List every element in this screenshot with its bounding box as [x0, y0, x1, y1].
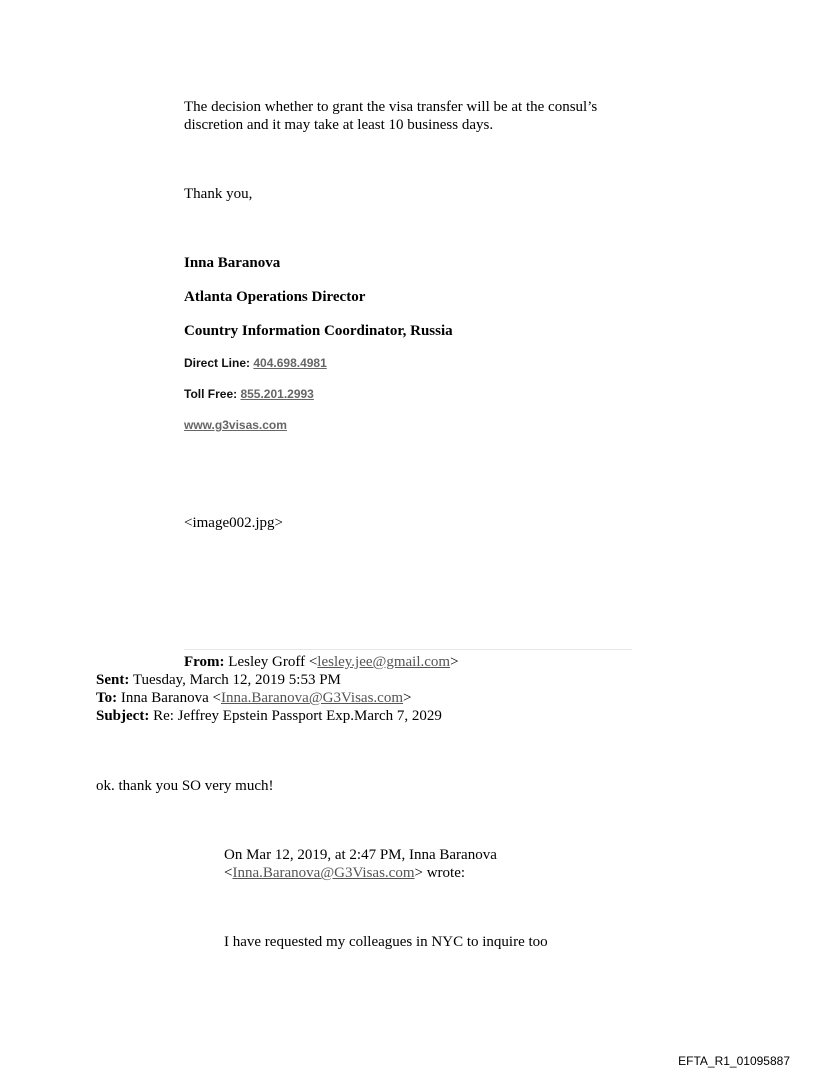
from-close: >	[450, 654, 459, 670]
from-label: From:	[184, 654, 225, 670]
signature-name: Inna Baranova	[184, 255, 281, 271]
footer-document-id: EFTA_R1_01095887	[678, 1054, 790, 1068]
website-link[interactable]: www.g3visas.com	[184, 418, 287, 432]
sent-label: Sent:	[96, 672, 130, 688]
direct-line-label: Direct Line:	[184, 356, 254, 370]
closing: Thank you,	[184, 186, 253, 202]
sent-line	[96, 671, 341, 689]
attribution-close: > wrote:	[414, 865, 466, 881]
header-divider	[184, 649, 632, 650]
signature-role: Country Information Coordinator, Russia	[184, 323, 453, 339]
direct-line-link[interactable]: 404.698.4981	[253, 356, 327, 370]
from-line	[184, 653, 459, 671]
to-close: >	[403, 690, 412, 706]
to-name: Inna Baranova <	[117, 690, 221, 706]
subject-value: Re: Jeffrey Epstein Passport Exp.March 7, 2029	[149, 708, 442, 724]
subject-line	[96, 707, 442, 725]
attribution-email-link[interactable]: Inna.Baranova@G3Visas.com	[232, 865, 415, 881]
image-placeholder: <image002.jpg>	[184, 515, 283, 531]
to-line	[96, 689, 411, 707]
from-name: Lesley Groff <	[224, 654, 318, 670]
to-label: To:	[96, 690, 118, 706]
quoted-body: I have requested my colleagues in NYC to inquire too	[224, 934, 548, 950]
intro-line-2: discretion and it may take at least 10 business days.	[184, 117, 494, 133]
toll-free-link[interactable]: 855.201.2993	[240, 387, 314, 401]
toll-free-label: Toll Free:	[184, 387, 241, 401]
from-email-link[interactable]: lesley.jee@gmail.com	[317, 654, 451, 670]
quoted-attribution-line-1: On Mar 12, 2019, at 2:47 PM, Inna Baranova	[224, 847, 497, 863]
signature-title: Atlanta Operations Director	[184, 289, 366, 305]
quoted-attribution-line-2	[224, 864, 465, 882]
toll-free	[184, 387, 314, 401]
direct-line	[184, 356, 327, 370]
subject-label: Subject:	[96, 708, 150, 724]
to-email-link[interactable]: Inna.Baranova@G3Visas.com	[220, 690, 403, 706]
sent-value: Tuesday, March 12, 2019 5:53 PM	[129, 672, 341, 688]
reply-body: ok. thank you SO very much!	[96, 778, 274, 794]
website	[184, 418, 287, 432]
intro-line-1: The decision whether to grant the visa transfer will be at the consul’s	[184, 99, 598, 115]
attribution-open: <	[224, 865, 233, 881]
